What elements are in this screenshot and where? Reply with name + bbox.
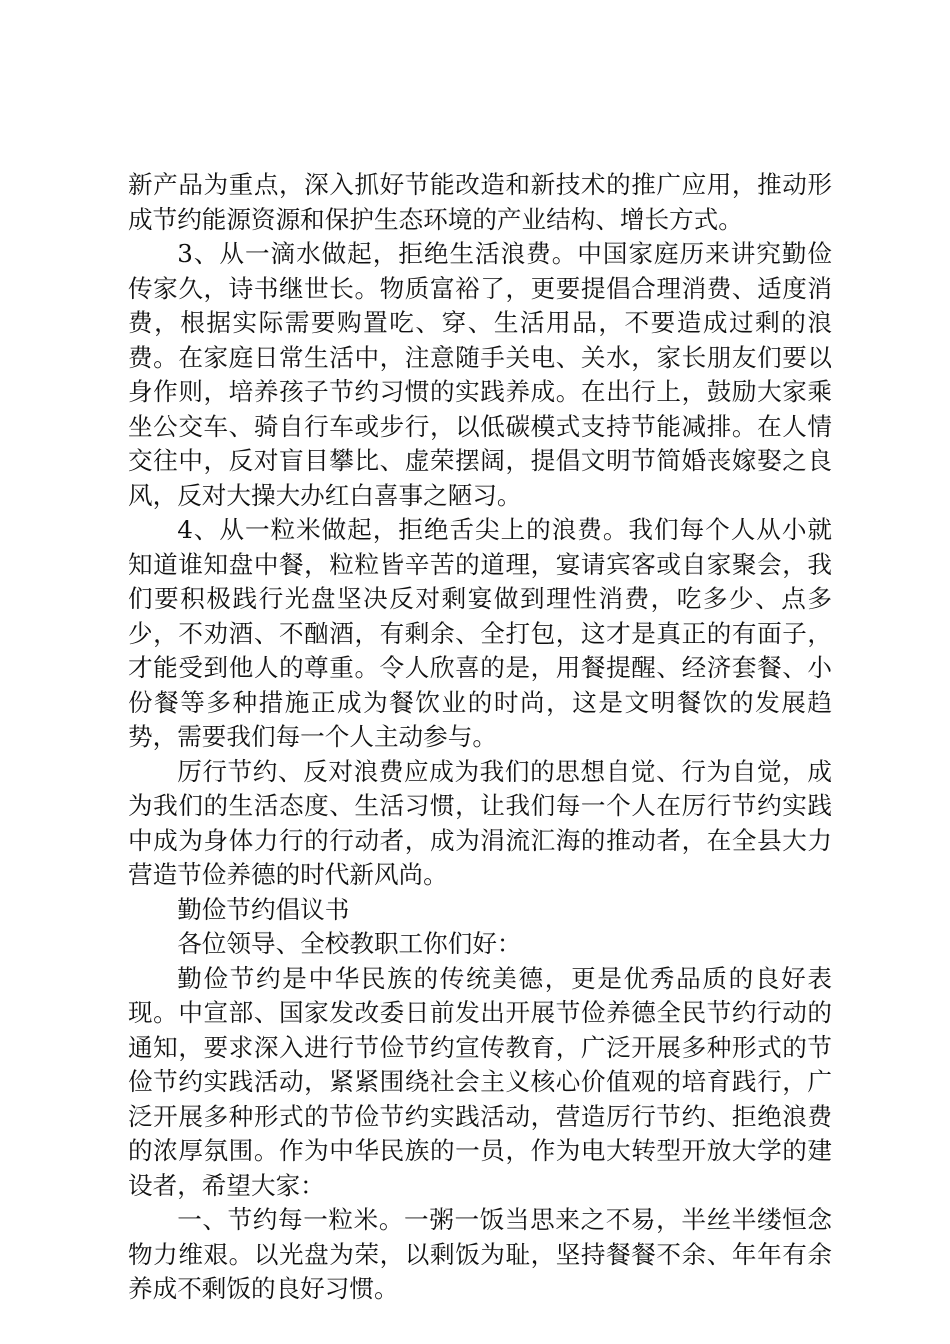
paragraph-continuation: 新产品为重点，深入抓好节能改造和新技术的推广应用，推动形成节约能源资源和保护生态环境的产业结构、增长方式。 — [128, 170, 832, 234]
paragraph-conclusion: 厉行节约、反对浪费应成为我们的思想自觉、行为自觉，成为我们的生活态度、生活习惯，让我们每一个人在厉行节约实践中成为身体力行的行动者，成为涓流汇海的推动者，在全县大力营造节俭养德的时代新风尚。 — [128, 756, 832, 889]
salutation: 各位领导、全校教职工你们好： — [177, 929, 522, 958]
section-title: 勤俭节约倡议书 — [177, 894, 350, 924]
paragraph-item-3: 3、从一滴水做起，拒绝生活浪费。中国家庭历来讲究勤俭传家久，诗书继世长。物质富裕了，更要提倡合理消费、适度消费，根据实际需要购置吃、穿、生活用品，不要造成过剩的浪费。在家庭日常生活中，注意随手关电、关水，家长朋友们要以身作则，培养孩子节约习惯的实践养成。在出行上，鼓励大家乘坐公交车、骑自行车或步行，以低碳模式支持节能减排。在人情交往中，反对盲目攀比、虚荣摆阔，提倡文明节简婚丧嫁娶之良风，反对大操大办红白喜事之陋习。 — [128, 239, 832, 510]
paragraph-intro: 勤俭节约是中华民族的传统美德，更是优秀品质的良好表现。中宣部、国家发改委日前发出开展节俭养德全民节约行动的通知，要求深入进行节俭节约宣传教育，广泛开展多种形式的节俭节约实践活动，紧紧围绕社会主义核心价值观的培育践行，广泛开展多种形式的节俭节约实践活动，营造厉行节约、拒绝浪费的浓厚氛围。作为中华民族的一员，作为电大转型开放大学的建设者，希望大家： — [128, 963, 832, 1200]
paragraph-item-4: 4、从一粒米做起，拒绝舌尖上的浪费。我们每个人从小就知道谁知盘中餐，粒粒皆辛苦的道理，宴请宾客或自家聚会，我们要积极践行光盘坚决反对剩宴做到理性消费，吃多少、点多少，不劝酒、不酗酒，有剩余、全打包，这才是真正的有面子，才能受到他人的尊重。令人欣喜的是，用餐提醒、经济套餐、小份餐等多种措施正成为餐饮业的时尚，这是文明餐饮的发展趋势，需要我们每一个人主动参与。 — [128, 515, 832, 751]
document-page — [128, 168, 832, 1307]
paragraph-point-1: 一、节约每一粒米。一粥一饭当思来之不易，半丝半缕恒念物力维艰。以光盘为荣，以剩饭为耻，坚持餐餐不余、年年有余养成不剩饭的良好习惯。 — [128, 1205, 832, 1303]
